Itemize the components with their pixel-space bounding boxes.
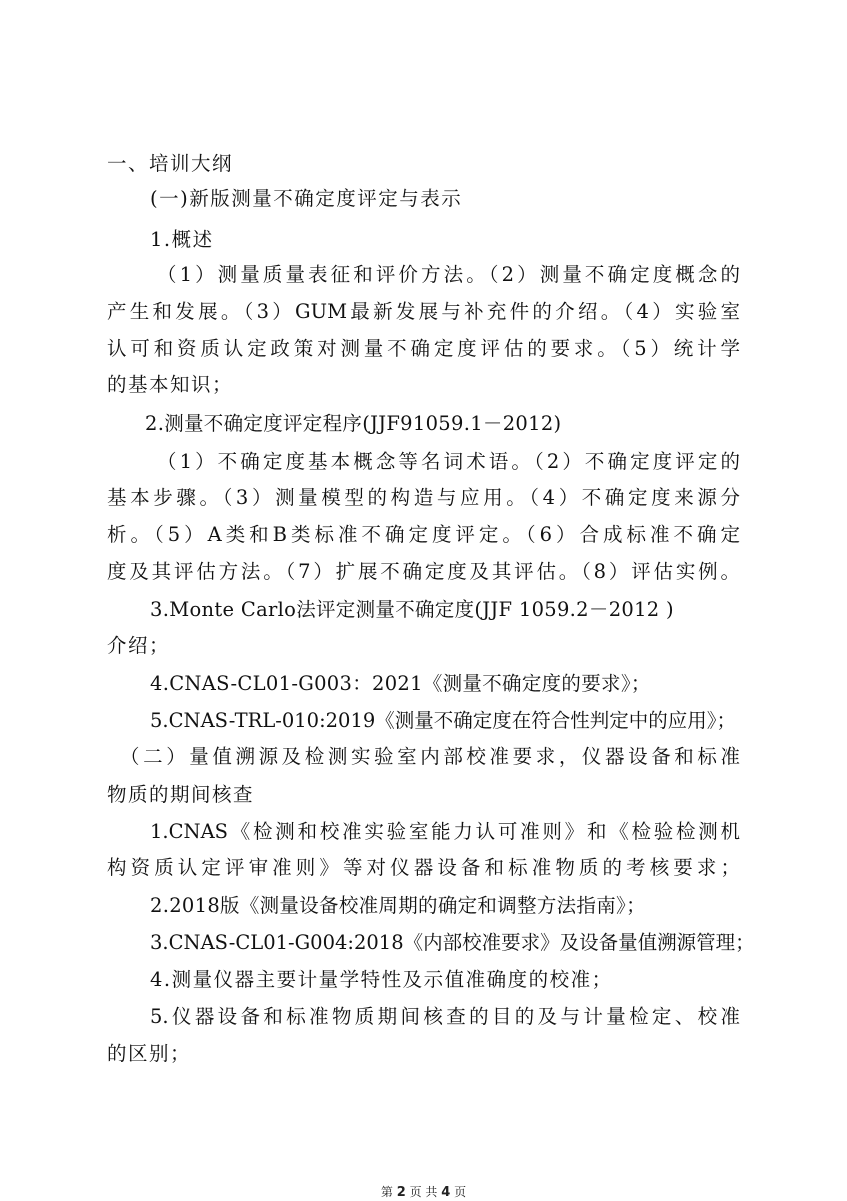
- paragraph-line: 介绍；: [107, 634, 171, 657]
- section-heading: 一、培训大纲: [107, 152, 234, 175]
- paragraph-line: 构资质认定评审准则》等对仪器设备和标准物质的考核要求；: [107, 856, 740, 879]
- paragraph-line: 5.仪器设备和标准物质期间核查的目的及与计量检定、校准: [150, 1005, 740, 1028]
- footer-prefix: 第: [380, 1185, 393, 1199]
- paragraph-line: 1.CNAS《检测和校准实验室能力认可准则》和《检验检测机: [150, 820, 740, 843]
- total-pages-number: 4: [441, 1185, 451, 1200]
- footer-middle: 页 共: [409, 1185, 438, 1199]
- paragraph-line: 度及其评估方法。（7）扩展不确定度及其评估。（8）评估实例。: [107, 560, 740, 583]
- item-heading: 3.CNAS-CL01-G004:2018《内部校准要求》及设备量值溯源管理；: [150, 931, 755, 954]
- subsection-heading: 物质的期间核查: [107, 783, 255, 806]
- paragraph-line: 基本步骤。（3）测量模型的构造与应用。（4）不确定度来源分: [107, 486, 740, 509]
- item-heading: 3.Monte Carlo法评定测量不确定度(JJF 1059.2－2012 ): [150, 598, 674, 621]
- page-footer: [0, 1184, 847, 1201]
- subsection-heading: （二）量值溯源及检测实验室内部校准要求，仪器设备和标准: [120, 745, 740, 768]
- paragraph-line: 的区别；: [107, 1042, 192, 1065]
- paragraph-line: 认可和资质认定政策对测量不确定度评估的要求。（5）统计学: [107, 337, 740, 360]
- paragraph-line: 析。（5）A类和B类标准不确定度评定。（6）合成标准不确定: [107, 523, 740, 546]
- item-heading: 5.CNAS-TRL-010:2019《测量不确定度在符合性判定中的应用》；: [150, 709, 737, 732]
- subsection-heading: (一)新版测量不确定度评定与表示: [150, 187, 463, 210]
- item-heading: 1.概述: [150, 228, 214, 251]
- item-heading: 2.2018版《测量设备校准周期的确定和调整方法指南》；: [150, 894, 646, 917]
- paragraph-line: （1）不确定度基本概念等名词术语。（2）不确定度评定的: [157, 450, 740, 473]
- paragraph-line: （1）测量质量表征和评价方法。（2）测量不确定度概念的: [157, 263, 740, 286]
- paragraph-line: 产生和发展。（3）GUM最新发展与补充件的介绍。（4）实验室: [107, 300, 740, 323]
- footer-suffix: 页: [454, 1185, 467, 1199]
- paragraph-line: 的基本知识；: [107, 373, 234, 396]
- item-heading: 4.测量仪器主要计量学特性及示值准确度的校准；: [150, 968, 613, 991]
- item-heading: 4.CNAS-CL01-G003：2021《测量不确定度的要求》；: [150, 672, 651, 695]
- item-heading: 2.测量不确定度评定程序(JJF91059.1－2012): [145, 412, 562, 435]
- current-page-number: 2: [396, 1185, 406, 1200]
